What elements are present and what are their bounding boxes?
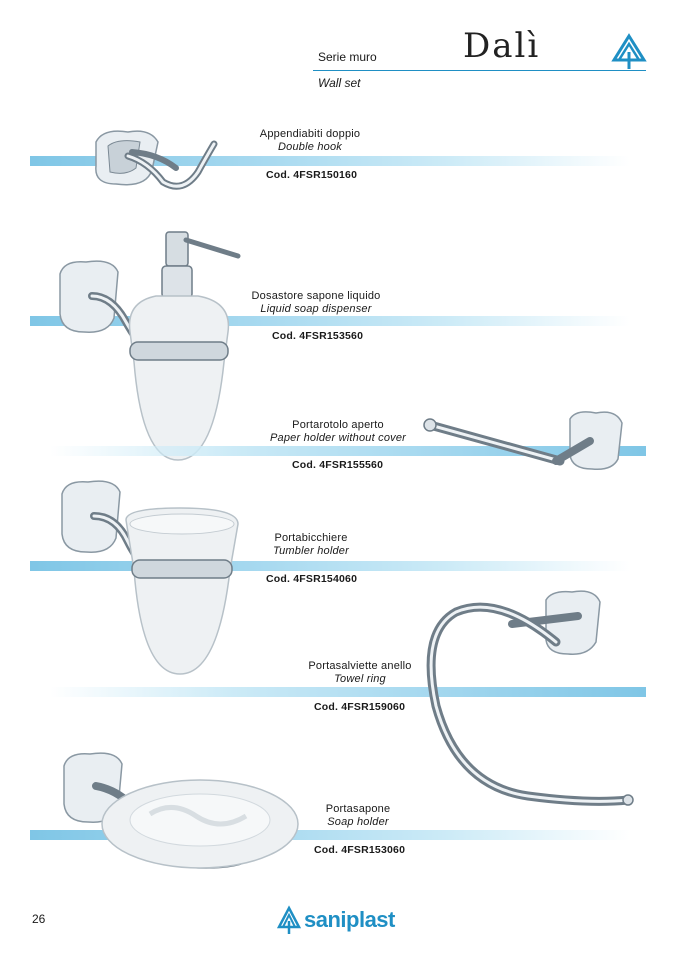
product-en-name: Tumbler holder xyxy=(273,545,349,557)
product-code-towel-ring: Cod. 4FSR159060 xyxy=(314,701,406,713)
product-it-name: Portarotolo aperto xyxy=(292,419,384,431)
product-code-tumbler-holder: Cod. 4FSR154060 xyxy=(266,573,358,585)
product-en-name: Double hook xyxy=(278,141,342,153)
product-name-towel-ring xyxy=(298,660,422,686)
product-en-name: Paper holder without cover xyxy=(269,432,407,444)
saniplast-logo-tree-icon xyxy=(278,907,300,935)
product-it-name: Appendiabiti doppio xyxy=(259,128,361,140)
saniplast-tree-icon xyxy=(612,34,646,70)
towel-ring-image xyxy=(428,586,640,812)
soap-holder-image xyxy=(60,742,280,876)
paper-holder-image xyxy=(420,405,628,475)
product-name-soap-dispenser xyxy=(240,290,392,316)
wall-set-label: Wall set xyxy=(318,76,361,90)
page-number: 26 xyxy=(32,912,46,926)
product-name-double-hook xyxy=(240,128,380,154)
product-en-name: Towel ring xyxy=(334,673,386,685)
product-it-name: Portabicchiere xyxy=(274,532,348,544)
double-hook-image xyxy=(88,122,223,197)
saniplast-logo xyxy=(278,905,408,937)
product-name-paper-holder xyxy=(258,419,418,445)
product-code-soap-holder: Cod. 4FSR153060 xyxy=(314,844,406,856)
soap-dispenser-image xyxy=(56,222,246,462)
product-name-soap-holder xyxy=(318,803,398,829)
product-code-paper-holder: Cod. 4FSR155560 xyxy=(292,459,384,471)
header-rule xyxy=(313,70,646,71)
product-code-double-hook: Cod. 4FSR150160 xyxy=(266,169,358,181)
series-label: Serie muro xyxy=(318,50,377,64)
product-it-name: Portasapone xyxy=(325,803,391,815)
product-it-name: Dosastore sapone liquido xyxy=(251,290,381,302)
collection-title: Dalì xyxy=(463,26,541,66)
product-en-name: Liquid soap dispenser xyxy=(260,303,372,315)
product-en-name: Soap holder xyxy=(327,816,389,828)
product-it-name: Portasalviette anello xyxy=(308,660,412,672)
tumbler-holder-image xyxy=(58,480,243,676)
saniplast-logo-text: saniplast xyxy=(304,907,395,932)
product-code-soap-dispenser: Cod. 4FSR153560 xyxy=(272,330,364,342)
product-name-tumbler-holder xyxy=(256,532,366,558)
